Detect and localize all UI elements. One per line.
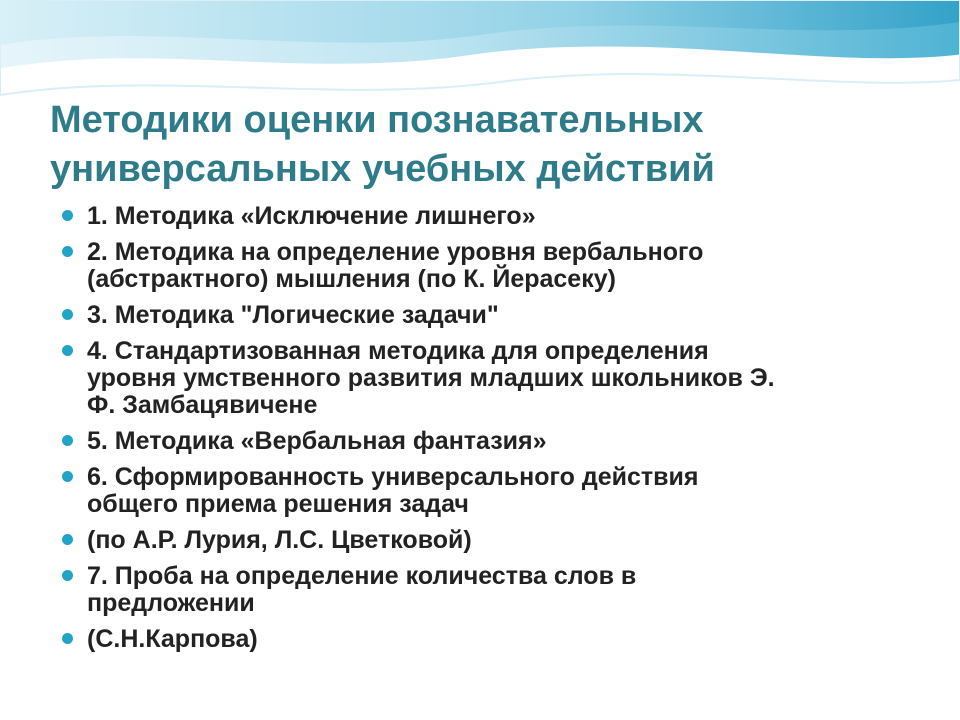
wave-header-decoration: [0, 0, 960, 110]
list-item-text: 2. Методика на определение уровня вербального: [87, 238, 704, 266]
bullet-dot-icon: [62, 471, 73, 482]
list-item: [62, 464, 922, 518]
list-item-text: 3. Методика "Логические задачи": [87, 301, 499, 329]
list-item-text: предложении: [87, 589, 255, 617]
bullet-dot-icon: [62, 345, 73, 356]
list-item: [62, 239, 922, 293]
list-item-text: 6. Сформированность универсального действия: [87, 463, 699, 491]
slide-title-line-2: универсальных учебных действий: [50, 148, 715, 190]
methods-list: [62, 203, 922, 662]
list-item-text: 1. Методика «Исключение лишнего»: [87, 202, 536, 230]
list-item: [62, 563, 922, 617]
slide-title: [50, 96, 930, 194]
list-item-text: 7. Проба на определение количества слов в: [87, 562, 637, 590]
list-item-text: Ф. Замбацявичене: [87, 391, 318, 419]
list-item-text: уровня умственного развития младших школьников Э.: [87, 364, 775, 392]
list-item-text: (абстрактного) мышления (по К. Йерасеку): [87, 265, 616, 293]
list-item-text: (С.Н.Карпова): [87, 625, 258, 653]
bullet-dot-icon: [62, 435, 73, 446]
bullet-dot-icon: [62, 534, 73, 545]
list-item: [62, 626, 922, 653]
bullet-dot-icon: [62, 633, 73, 644]
list-item: [62, 527, 922, 554]
list-item-text: 4. Стандартизованная методика для определения: [87, 337, 709, 365]
list-item-text: 5. Методика «Вербальная фантазия»: [87, 427, 547, 455]
slide-title-line-1: Методики оценки познавательных: [50, 99, 704, 141]
bullet-dot-icon: [62, 309, 73, 320]
list-item-text: общего приема решения задач: [87, 490, 469, 518]
list-item: [62, 302, 922, 329]
bullet-dot-icon: [62, 210, 73, 221]
list-item: [62, 338, 922, 419]
bullet-dot-icon: [62, 570, 73, 581]
list-item-text: (по А.Р. Лурия, Л.С. Цветковой): [87, 526, 472, 554]
list-item: [62, 428, 922, 455]
bullet-dot-icon: [62, 246, 73, 257]
list-item: [62, 203, 922, 230]
